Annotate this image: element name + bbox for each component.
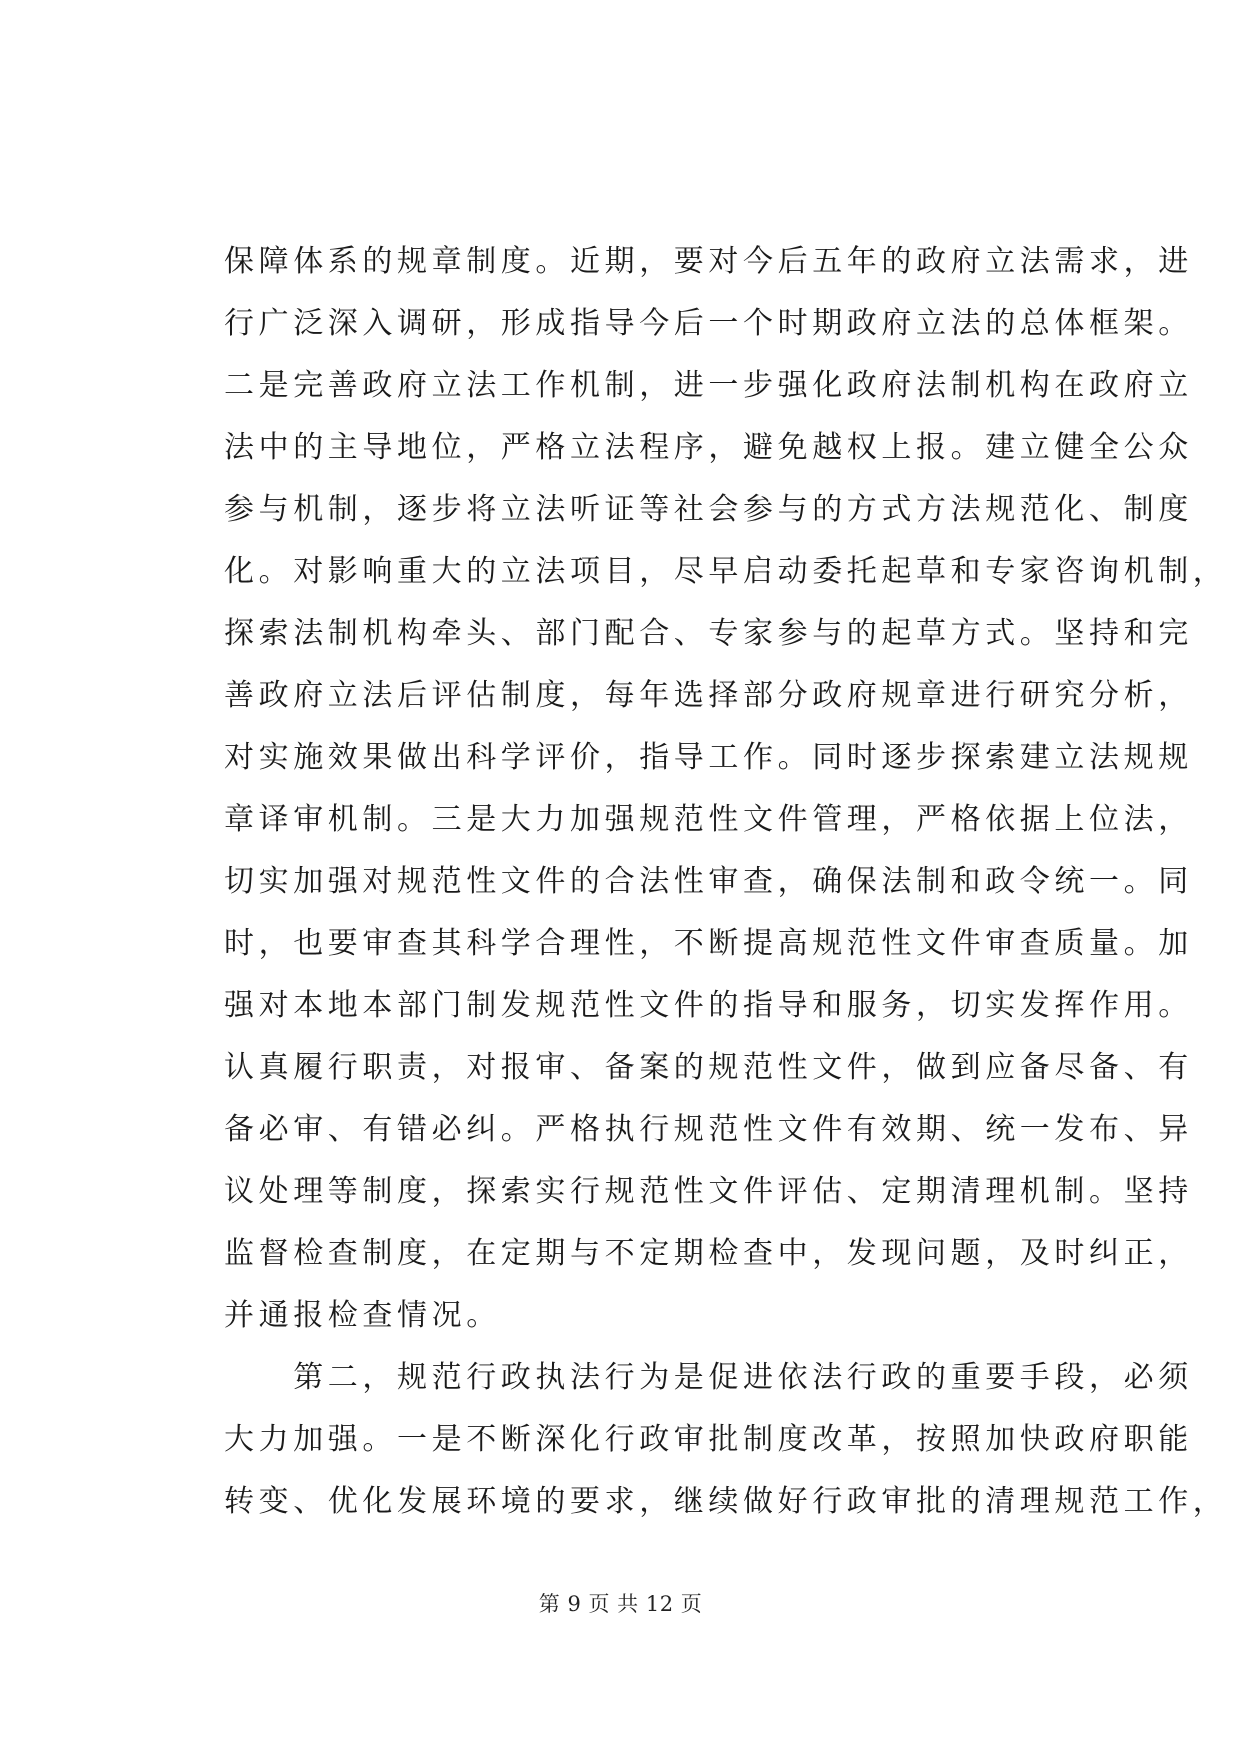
- text-line: 行广泛深入调研，形成指导今后一个时期政府立法的总体框架。: [224, 306, 1193, 341]
- text-line: 章译审机制。三是大力加强规范性文件管理，严格依据上位法，: [224, 802, 1193, 837]
- text-line: 强对本地本部门制发规范性文件的指导和服务，切实发挥作用。: [224, 988, 1193, 1023]
- paragraph-start-line: 第二，规范行政执法行为是促进依法行政的重要手段，必须: [224, 1360, 1193, 1395]
- document-body: [224, 231, 1228, 1533]
- text-line: 切实加强对规范性文件的合法性审查，确保法制和政令统一。同: [224, 864, 1193, 899]
- text-line: 备必审、有错必纠。严格执行规范性文件有效期、统一发布、异: [224, 1112, 1193, 1147]
- text-line: 探索法制机构牵头、部门配合、专家参与的起草方式。坚持和完: [224, 616, 1193, 651]
- text-line: 对实施效果做出科学评价，指导工作。同时逐步探索建立法规规: [224, 740, 1193, 775]
- text-line: 化。对影响重大的立法项目，尽早启动委托起草和专家咨询机制，: [224, 554, 1228, 589]
- text-line: 法中的主导地位，严格立法程序，避免越权上报。建立健全公众: [224, 430, 1193, 465]
- text-line: 转变、优化发展环境的要求，继续做好行政审批的清理规范工作，: [224, 1484, 1228, 1519]
- text-line: 大力加强。一是不断深化行政审批制度改革，按照加快政府职能: [224, 1422, 1193, 1457]
- text-line: 时，也要审查其科学合理性，不断提高规范性文件审查质量。加: [224, 926, 1193, 961]
- text-line: 认真履行职责，对报审、备案的规范性文件，做到应备尽备、有: [224, 1050, 1193, 1085]
- text-line: 二是完善政府立法工作机制，进一步强化政府法制机构在政府立: [224, 368, 1193, 403]
- paragraph-end-line: 并通报检查情况。: [224, 1298, 501, 1333]
- text-line: 参与机制，逐步将立法听证等社会参与的方式方法规范化、制度: [224, 492, 1193, 527]
- text-line: 保障体系的规章制度。近期，要对今后五年的政府立法需求，进: [224, 244, 1193, 279]
- text-line: 监督检查制度，在定期与不定期检查中，发现问题，及时纠正，: [224, 1236, 1193, 1271]
- text-line: 善政府立法后评估制度，每年选择部分政府规章进行研究分析，: [224, 678, 1193, 713]
- text-line: 议处理等制度，探索实行规范性文件评估、定期清理机制。坚持: [224, 1174, 1193, 1209]
- page-number-footer: 第 9 页 共 12 页: [538, 1592, 703, 1616]
